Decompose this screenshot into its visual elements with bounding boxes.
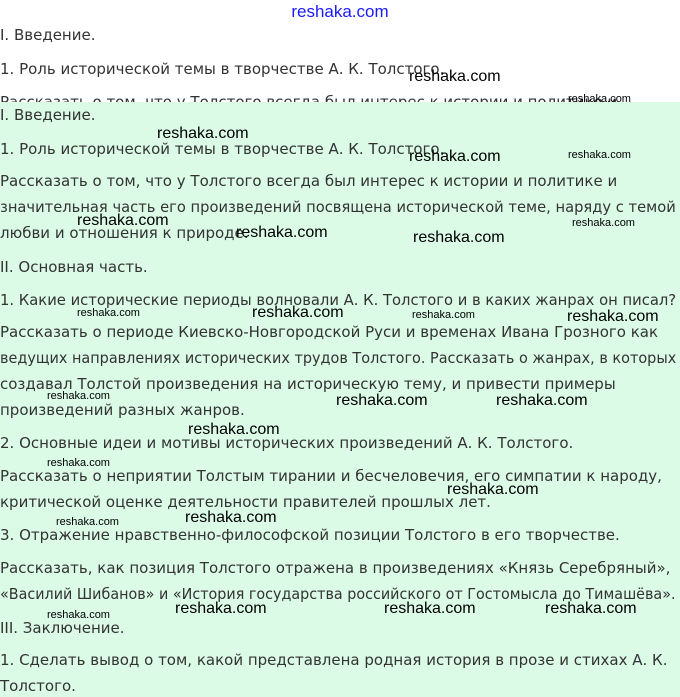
watermark: reshaka.com [568, 149, 631, 161]
top-heading-introduction: I. Введение. [0, 26, 96, 44]
watermark: reshaka.com [56, 516, 119, 528]
watermark: reshaka.com [175, 600, 267, 617]
watermark: reshaka.com [336, 392, 428, 409]
watermark: reshaka.com [157, 125, 249, 142]
text-line: Толстого. [0, 677, 76, 695]
watermark: reshaka.com [77, 212, 169, 229]
watermark: reshaka.com [572, 217, 635, 229]
watermark: reshaka.com [545, 600, 637, 617]
text-line: Рассказать о неприятии Толстым тирании и бесчеловечия, его симпатии к народу, [0, 467, 662, 485]
watermark: reshaka.com [47, 390, 110, 402]
text-line: произведений разных жанров. [0, 401, 245, 419]
watermark: reshaka.com [47, 609, 110, 621]
text-line: «Василий Шибанов» и «История государства российского от Гостомысла до Тимашёва». [0, 585, 676, 603]
text-line: значительная часть его произведений посвящена исторической теме, наряду с темой [0, 198, 676, 216]
watermark: reshaka.com [496, 392, 588, 409]
watermark: reshaka.com [236, 224, 328, 241]
watermark: reshaka.com [409, 148, 501, 165]
watermark: reshaka.com [413, 229, 505, 246]
text-line: Рассказать, как позиция Толстого отражена в произведениях «Князь Серебряный», [0, 559, 671, 577]
text-line: Рассказать о периоде Киевско-Новгородской Руси и временах Ивана Грозного как [0, 323, 659, 341]
text-line: Рассказать о том, что у Толстого всегда был интерес к истории и политике и [0, 172, 618, 190]
text-line: ведущих направлениях исторических трудов Толстого. Рассказать о жанрах, в которых [0, 349, 677, 367]
watermark: reshaka.com [412, 309, 475, 321]
heading-introduction: I. Введение. [0, 106, 96, 124]
watermark: reshaka.com [568, 93, 631, 105]
watermark: reshaka.com [447, 481, 539, 498]
watermark: reshaka.com [185, 509, 277, 526]
watermark: reshaka.com [252, 304, 344, 321]
watermark: reshaka.com [384, 600, 476, 617]
watermark: reshaka.com [409, 68, 501, 85]
top-point-1: 1. Роль исторической темы в творчестве А. К. Толстого. [0, 60, 445, 78]
watermark: reshaka.com [77, 307, 140, 319]
text-line: критической оценке деятельности правителей прошлых лет. [0, 493, 491, 511]
watermark: reshaka.com [567, 308, 659, 325]
point-3-moral-philosophical: 3. Отражение нравственно-философской позиции Толстого в его творчестве. [0, 526, 620, 544]
text-line: любви и отношения к природе. [0, 224, 249, 242]
point-1-historical-periods: 1. Какие исторические периоды волновали А. К. Толстого и в каких жанрах он писал? [0, 291, 677, 309]
text-line: создавал Толстой произведения на историческую тему, и привести примеры [0, 375, 616, 393]
point-1-role-of-history: 1. Роль исторической темы в творчестве А. К. Толстого. [0, 140, 445, 158]
site-logo-link[interactable]: reshaka.com [291, 2, 389, 21]
text-line: 1. Сделать вывод о том, какой представлена родная история в прозе и стихах А. К. [0, 651, 668, 669]
heading-conclusion: III. Заключение. [0, 619, 125, 637]
watermark: reshaka.com [47, 457, 110, 469]
point-2-ideas-and-motifs: 2. Основные идеи и мотивы исторических произведений А. К. Толстого. [0, 434, 574, 452]
site-header [0, 0, 680, 24]
heading-main-part: II. Основная часть. [0, 258, 148, 276]
watermark: reshaka.com [188, 421, 280, 438]
